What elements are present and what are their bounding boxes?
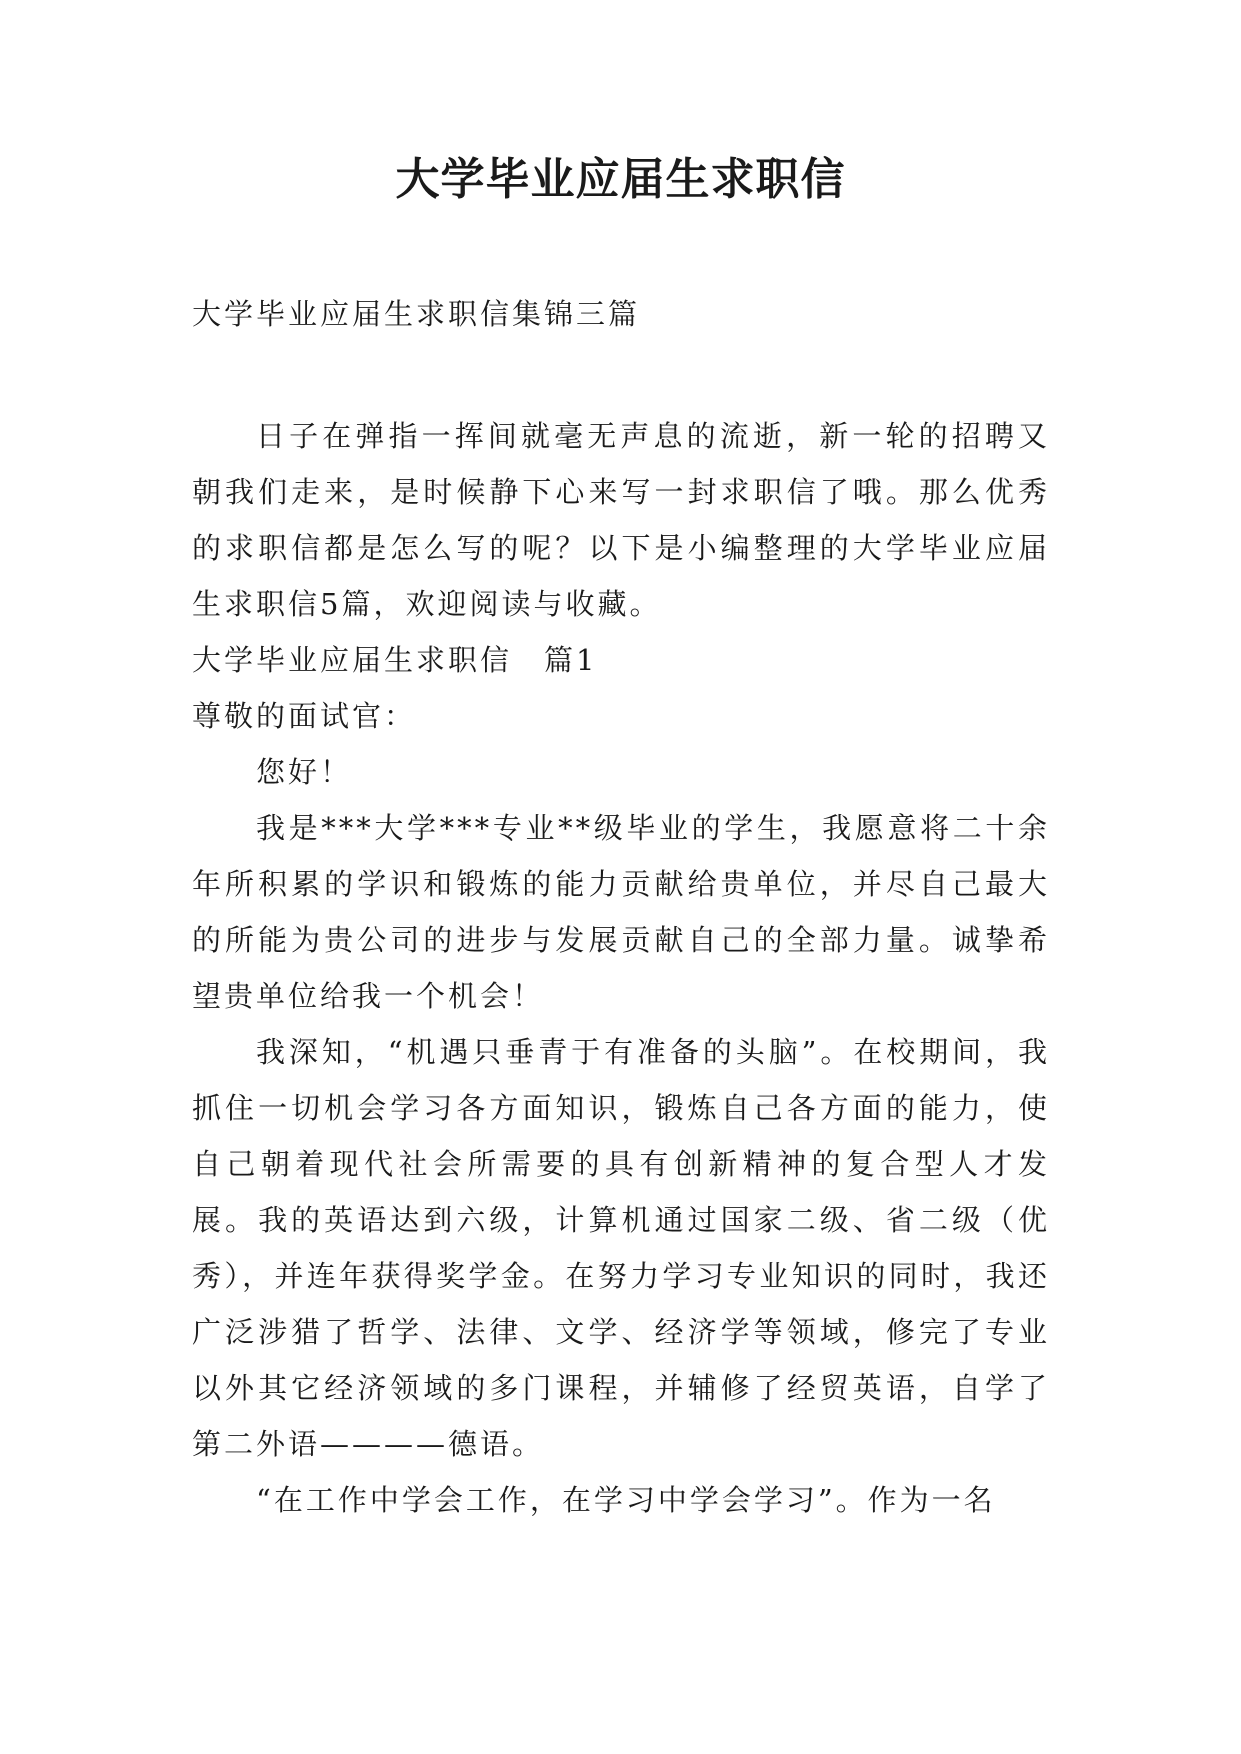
document-subtitle: 大学毕业应届生求职信集锦三篇 (192, 297, 641, 331)
body-paragraph-1: 我是***大学***专业**级毕业的学生，我愿意将二十余年所积累的学识和锻炼的能力贡献给贵单位，并尽自己最大的所能为贵公司的进步与发展贡献自己的全部力量。诚挚希望贵单位给我一个机会！ (192, 811, 1050, 1013)
document-title: 大学毕业应届生求职信 (395, 154, 846, 205)
salutation: 尊敬的面试官： (192, 699, 417, 733)
document-body (192, 408, 1050, 1528)
body-paragraph-3: “在工作中学会工作，在学习中学会学习”。作为一名 (256, 1483, 996, 1517)
greeting: 您好！ (256, 755, 353, 789)
intro-paragraph: 日子在弹指一挥间就毫无声息的流逝，新一轮的招聘又朝我们走来，是时候静下心来写一封求职信了哦。那么优秀的求职信都是怎么写的呢？以下是小编整理的大学毕业应届生求职信5篇，欢迎阅读与收藏。 (192, 419, 1050, 621)
section-heading: 大学毕业应届生求职信 篇1 (192, 643, 598, 677)
body-paragraph-2: 我深知，“机遇只垂青于有准备的头脑”。在校期间，我抓住一切机会学习各方面知识，锻炼自己各方面的能力，使自己朝着现代社会所需要的具有创新精神的复合型人才发展。我的英语达到六级，计算机通过国家二级、省二级（优秀），并连年获得奖学金。在努力学习专业知识的同时，我还广泛涉猎了哲学、法律、文学、经济学等领域，修完了专业以外其它经济领域的多门课程，并辅修了经贸英语，自学了第二外语————德语。 (192, 1035, 1050, 1461)
